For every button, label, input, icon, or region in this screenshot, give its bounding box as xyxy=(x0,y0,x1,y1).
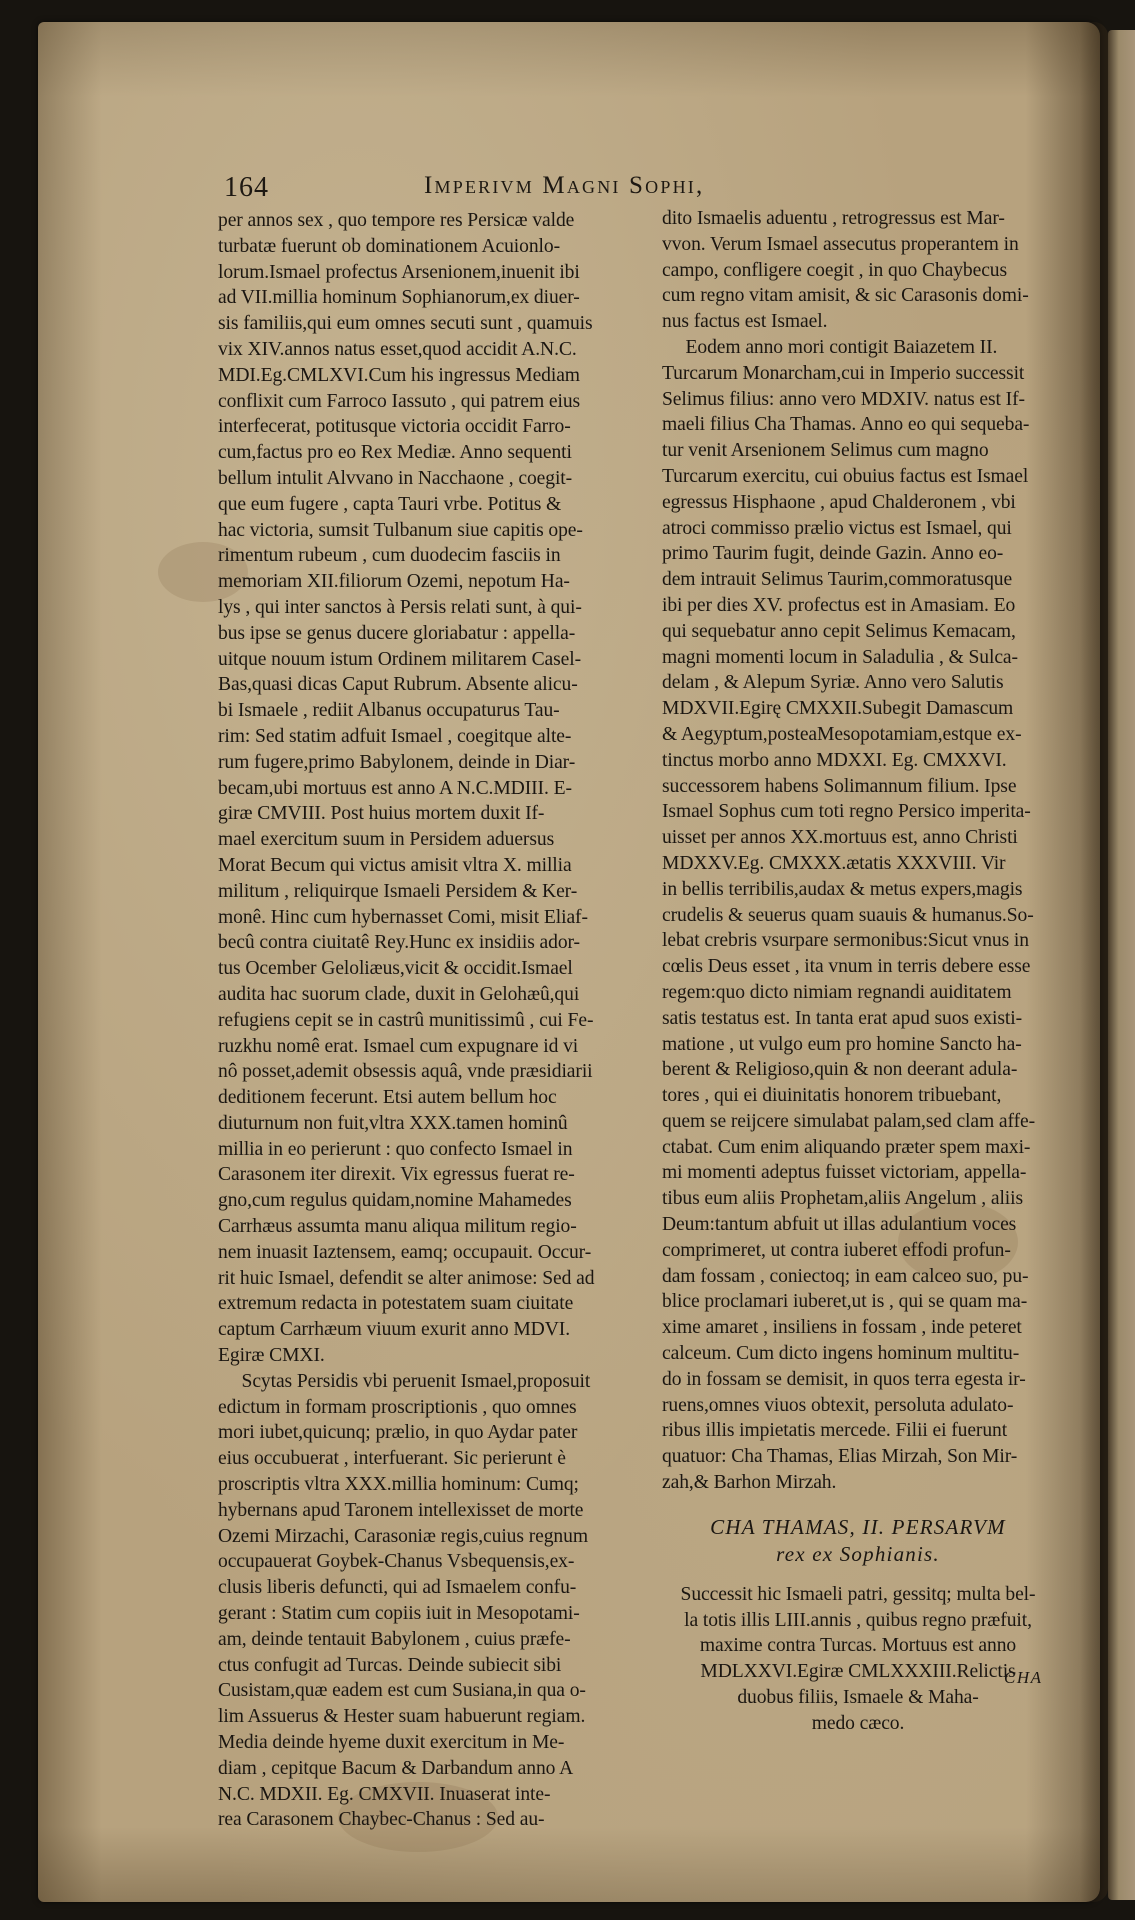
text-line: maxime contra Turcas. Mortuus est anno xyxy=(699,1635,1017,1657)
text-line: becam,ubi mortuus est anno A N.C.MDIII. E- xyxy=(218,777,572,799)
text-line: MDLXXVI.Egiræ CMLXXXIII.Relictis xyxy=(700,1661,1016,1683)
text-line: occupauerat Goybek-Chanus Vsbequensis,ex- xyxy=(218,1551,575,1573)
text-line: rea Carasonem Chaybec-Chanus : Sed au- xyxy=(218,1809,545,1831)
text-line: duobus filiis, Ismaele & Maha- xyxy=(737,1687,979,1709)
running-title: Imperivm Magni Sophi, xyxy=(424,172,705,199)
text-line: Eodem anno mori contigit Baiazetem II. xyxy=(685,336,998,358)
text-line: Media deinde hyeme duxit exercitum in Me- xyxy=(218,1732,565,1754)
paragraph xyxy=(218,208,658,1369)
text-line: bus ipse se genus ducere gloriabatur : appella- xyxy=(218,622,576,644)
text-line: la totis illis LIII.annis , quibus regno præfuit, xyxy=(684,1609,1032,1631)
text-line: ruens,omnes viuos obtexit, persoluta adulato- xyxy=(662,1394,1014,1416)
text-line: captum Carrhæum viuum exurit anno MDVI. xyxy=(218,1319,570,1341)
chapter-heading-line: CHA THAMAS, II. PERSARVM xyxy=(710,1514,1006,1539)
text-line: proscriptis vltra XXX.millia hominum: Cumq; xyxy=(218,1474,579,1496)
page-edge-shadow xyxy=(1080,22,1108,1902)
text-line: successorem habens Solimannum filium. Ipse xyxy=(662,775,1017,797)
text-line: do in fossam se demisit, in quos terra egesta ir- xyxy=(662,1368,1026,1390)
text-line: primo Taurim fugit, deinde Gazin. Anno eo- xyxy=(662,543,1004,565)
text-line: ctus confugit ad Turcas. Deinde subiecit sibi xyxy=(218,1654,562,1676)
text-line: Carasonem iter direxit. Vix egressus fuerat re- xyxy=(218,1164,575,1186)
text-line: magni momenti locum in Saladulia , & Sulca- xyxy=(662,646,1018,668)
text-line: interfecerat, potitusque victoria occidit Farro- xyxy=(218,416,571,438)
text-line: monê. Hinc cum hybernasset Comi, misit Eliaf- xyxy=(218,906,588,928)
left-text-column xyxy=(218,208,658,1833)
text-line: diam , cepitque Bacum & Darbandum anno A xyxy=(218,1757,574,1779)
text-line: vix XIV.annos natus esset,quod accidit A.N.C. xyxy=(218,338,577,360)
text-line: diuturnum non fuit,vltra XXX.tamen hominû xyxy=(218,1112,568,1134)
text-line: regem:quo dicto nimiam regnandi auiditatem xyxy=(662,981,1012,1003)
text-line: xime amaret , insiliens in fossam , inde peteret xyxy=(662,1317,1022,1339)
text-line: hac victoria, sumsit Tulbanum siue capitis ope- xyxy=(218,519,583,541)
text-line: medo cæco. xyxy=(811,1712,905,1734)
next-page-edge xyxy=(1108,30,1135,1900)
text-line: eius occubuerat , interfuerant. Sic perierunt è xyxy=(218,1448,566,1470)
text-line: bi Ismaele , rediit Albanus occupaturus Tau- xyxy=(218,700,560,722)
text-line: Selimus filius: anno vero MDXIV. natus est If- xyxy=(662,388,1025,410)
chapter-heading-subline: rex ex Sophianis. xyxy=(776,1541,940,1566)
text-line: nô posset,ademit obsessis aquâ, vnde præsidiarii xyxy=(218,1061,593,1083)
text-line: vvon. Verum Ismael assecutus properantem in xyxy=(662,233,1019,255)
text-line: maeli filius Cha Thamas. Anno eo qui sequeba- xyxy=(662,414,1030,436)
text-line: tus Ocember Geloliæus,vicit & occidit.Ismael xyxy=(218,958,573,980)
text-line: Carrhæus assumta manu aliqua militum regio- xyxy=(218,1216,577,1238)
text-line: nus factus est Ismael. xyxy=(662,311,828,333)
text-line: que eum fugere , capta Tauri vrbe. Potitus & xyxy=(218,493,562,515)
text-line: & Aegyptum,posteaMesopotamiam,estque ex- xyxy=(662,723,1022,745)
text-line: tibus eum aliis Prophetam,aliis Angelum , aliis xyxy=(662,1188,1024,1210)
text-line: Turcarum Monarcham,cui in Imperio successit xyxy=(662,362,1025,384)
text-line: Cusistam,quæ eadem est cum Susiana,in qua o- xyxy=(218,1680,586,1702)
catchword: CHA xyxy=(1004,1668,1043,1687)
text-line: MDI.Eg.CMLXVI.Cum his ingressus Mediam xyxy=(218,364,580,386)
text-line: clusis liberis defuncti, qui ad Ismaelem confu- xyxy=(218,1577,577,1599)
text-line: rimentum rubeum , cum duodecim fasciis in xyxy=(218,545,561,567)
text-line: egressus Hisphaone , apud Chalderonem , vbi xyxy=(662,491,1016,513)
text-line: delam , & Alepum Syriæ. Anno vero Salutis xyxy=(662,672,1004,694)
text-line: dam fossam , coniectoq; in eam calceo suo, pu- xyxy=(662,1265,1029,1287)
text-line: quem se reijcere simulabat palam,sed clam affe- xyxy=(662,1110,1036,1132)
text-line: gno,cum regulus quidam,nomine Mahamedes xyxy=(218,1190,572,1212)
text-line: tur venit Arsenionem Selimus cum magno xyxy=(662,440,989,462)
text-line: mi momenti adeptus fuisset victoriam, appella- xyxy=(662,1162,1027,1184)
text-line: Bas,quasi dicas Caput Rubrum. Absente alicu- xyxy=(218,674,578,696)
text-line: rim: Sed statim adfuit Ismael , coegitque alte- xyxy=(218,725,572,747)
text-line: Egiræ CMXI. xyxy=(218,1345,325,1367)
right-text-column xyxy=(662,206,1054,1737)
text-line: sis familiis,qui eum omnes secuti sunt , quamuis xyxy=(218,313,593,335)
text-line: Scytas Persidis vbi peruenit Ismael,proposuit xyxy=(241,1370,591,1392)
text-line: memoriam XII.filiorum Ozemi, nepotum Ha- xyxy=(218,571,570,593)
text-line: blice proclamari iuberet,ut is , qui se quam ma- xyxy=(662,1291,1028,1313)
text-line: uisset per annos XX.mortuus est, anno Christi xyxy=(662,827,1018,849)
paragraph xyxy=(662,335,1054,1496)
text-line: mael exercitum suum in Persidem aduersus xyxy=(218,829,555,851)
text-line: comprimeret, ut contra iuberet effodi profun- xyxy=(662,1239,1011,1261)
text-line: audita hac suorum clade, duxit in Gelohæû,qui xyxy=(218,983,580,1005)
text-line: millia in eo perierunt : quo confecto Ismael in xyxy=(218,1138,573,1160)
text-line: uitque nouum istum Ordinem militarem Casel- xyxy=(218,648,582,670)
text-line: cœlis Deus esset , ita vnum in terris debere esse xyxy=(662,956,1031,978)
text-line: edictum in formam proscriptionis , quo omnes xyxy=(218,1396,577,1418)
text-line: lim Assuerus & Hester suam habuerunt regiam. xyxy=(218,1706,586,1728)
text-line: zah,& Barhon Mirzah. xyxy=(662,1472,837,1494)
text-line: hybernans apud Taronem intellexisset de morte xyxy=(218,1499,584,1521)
text-line: MDXXV.Eg. CMXXX.ætatis XXXVIII. Vir xyxy=(662,852,1006,874)
paragraph xyxy=(218,1369,658,1833)
text-line: qui sequebatur anno cepit Selimus Kemacam, xyxy=(662,620,1016,642)
text-line: Ozemi Mirzachi, Carasoniæ regis,cuius regnum xyxy=(218,1525,588,1547)
text-line: lorum.Ismael profectus Arsenionem,inuenit ibi xyxy=(218,261,580,283)
paragraph xyxy=(662,206,1054,335)
text-line: dem intrauit Selimus Taurim,commoratusque xyxy=(662,569,1013,591)
text-line: N.C. MDXII. Eg. CMXVII. Inuaserat inte- xyxy=(218,1783,551,1805)
text-line: ruzkhu nomê erat. Ismael cum expugnare id vi xyxy=(218,1035,579,1057)
text-line: refugiens cepit se in castrû munitissimû , cui Fe- xyxy=(218,1009,594,1031)
text-line: berent & Religioso,quin & non deerant adula- xyxy=(662,1059,1018,1081)
text-line: mori iubet,quicunq; prælio, in quo Aydar pater xyxy=(218,1422,578,1444)
text-line: matione , ut vulgo eum pro homine Sancto ha- xyxy=(662,1033,1022,1055)
text-line: gerant : Statim cum copiis iuit in Mesopotami- xyxy=(218,1603,580,1625)
text-line: ad VII.millia hominum Sophianorum,ex diuer- xyxy=(218,287,580,309)
text-line: rum fugere,primo Babylonem, deinde in Diar- xyxy=(218,751,576,773)
chapter-heading xyxy=(662,1514,1054,1568)
text-line: campo, confligere coegit , in quo Chaybecus xyxy=(662,259,1008,281)
text-line: Successit hic Ismaeli patri, gessitq; multa bel- xyxy=(680,1583,1036,1605)
text-line: ribus illis impietatis mercede. Filii ei fuerunt xyxy=(662,1420,1008,1442)
text-line: quatuor: Cha Thamas, Elias Mirzah, Son Mir- xyxy=(662,1446,1018,1468)
text-line: satis testatus est. In tanta erat apud suos existi- xyxy=(662,1007,1023,1029)
text-line: per annos sex , quo tempore res Persicæ valde xyxy=(218,210,575,231)
text-line: rit huic Ismael, defendit se alter animose: Sed ad xyxy=(218,1267,595,1289)
text-line: deditionem fecerunt. Etsi autem bellum hoc xyxy=(218,1087,557,1109)
text-line: Deum:tantum abfuit ut illas adulantium voces xyxy=(662,1214,1017,1236)
text-line: lebat crebris vsurpare sermonibus:Sicut vnus in xyxy=(662,930,1029,952)
text-line: am, deinde tentauit Babylonem , cuius præfe- xyxy=(218,1628,571,1650)
text-line: Ismael Sophus cum toti regno Persico imperita- xyxy=(662,801,1031,823)
text-line: ibi per dies XV. profectus est in Amasiam. Eo xyxy=(662,594,1016,616)
text-line: nem inuasit Iaztensem, eamq; occupauit. Occur- xyxy=(218,1241,592,1263)
text-line: atroci commisso prælio victus est Ismael, qui xyxy=(662,517,1012,539)
text-line: turbatæ fuerunt ob dominationem Acuionlo- xyxy=(218,235,560,257)
text-line: lys , qui inter sanctos à Persis relati sunt, à qui- xyxy=(218,596,582,618)
text-line: Turcarum exercitu, cui obuius factus est Ismael xyxy=(662,465,1029,487)
text-line: tinctus morbo anno MDXXI. Eg. CMXXVI. xyxy=(662,749,1007,771)
text-line: militum , reliquirque Ismaeli Persidem & Ker- xyxy=(218,880,578,902)
chapter-paragraph xyxy=(662,1582,1054,1737)
text-line: dito Ismaelis aduentu , retrogressus est Mar- xyxy=(662,208,1005,229)
text-line: cum regno vitam amisit, & sic Carasonis domi- xyxy=(662,285,1029,307)
text-line: extremum redacta in potestatem suam ciuitate xyxy=(218,1293,574,1315)
text-line: in bellis terribilis,audax & metus expers,magis xyxy=(662,878,1023,900)
text-line: conflixit cum Farroco Iassuto , qui patrem eius xyxy=(218,390,581,412)
text-line: giræ CMVIII. Post huius mortem duxit If- xyxy=(218,803,545,825)
text-line: tores , qui ei diuinitatis honorem tribuebant, xyxy=(662,1085,1002,1107)
text-line: Morat Becum qui victus amisit vltra X. millia xyxy=(218,854,572,876)
text-line: crudelis & seuerus quam suauis & humanus.So- xyxy=(662,904,1034,926)
text-line: cum,factus pro eo Rex Mediæ. Anno sequenti xyxy=(218,442,572,464)
text-line: calceum. Cum dicto ingens hominum multitu- xyxy=(662,1343,1020,1365)
text-line: bellum intulit Alvvano in Nacchaone , coegit- xyxy=(218,467,573,489)
page-number: 164 xyxy=(224,172,269,203)
text-line: ctabat. Cum enim aliquando præter spem maxi- xyxy=(662,1136,1031,1158)
text-line: becû contra ciuitatê Rey.Hunc ex insidiis ador- xyxy=(218,932,580,954)
text-line: MDXVII.Egirę CMXXII.Subegit Damascum xyxy=(662,698,1014,720)
